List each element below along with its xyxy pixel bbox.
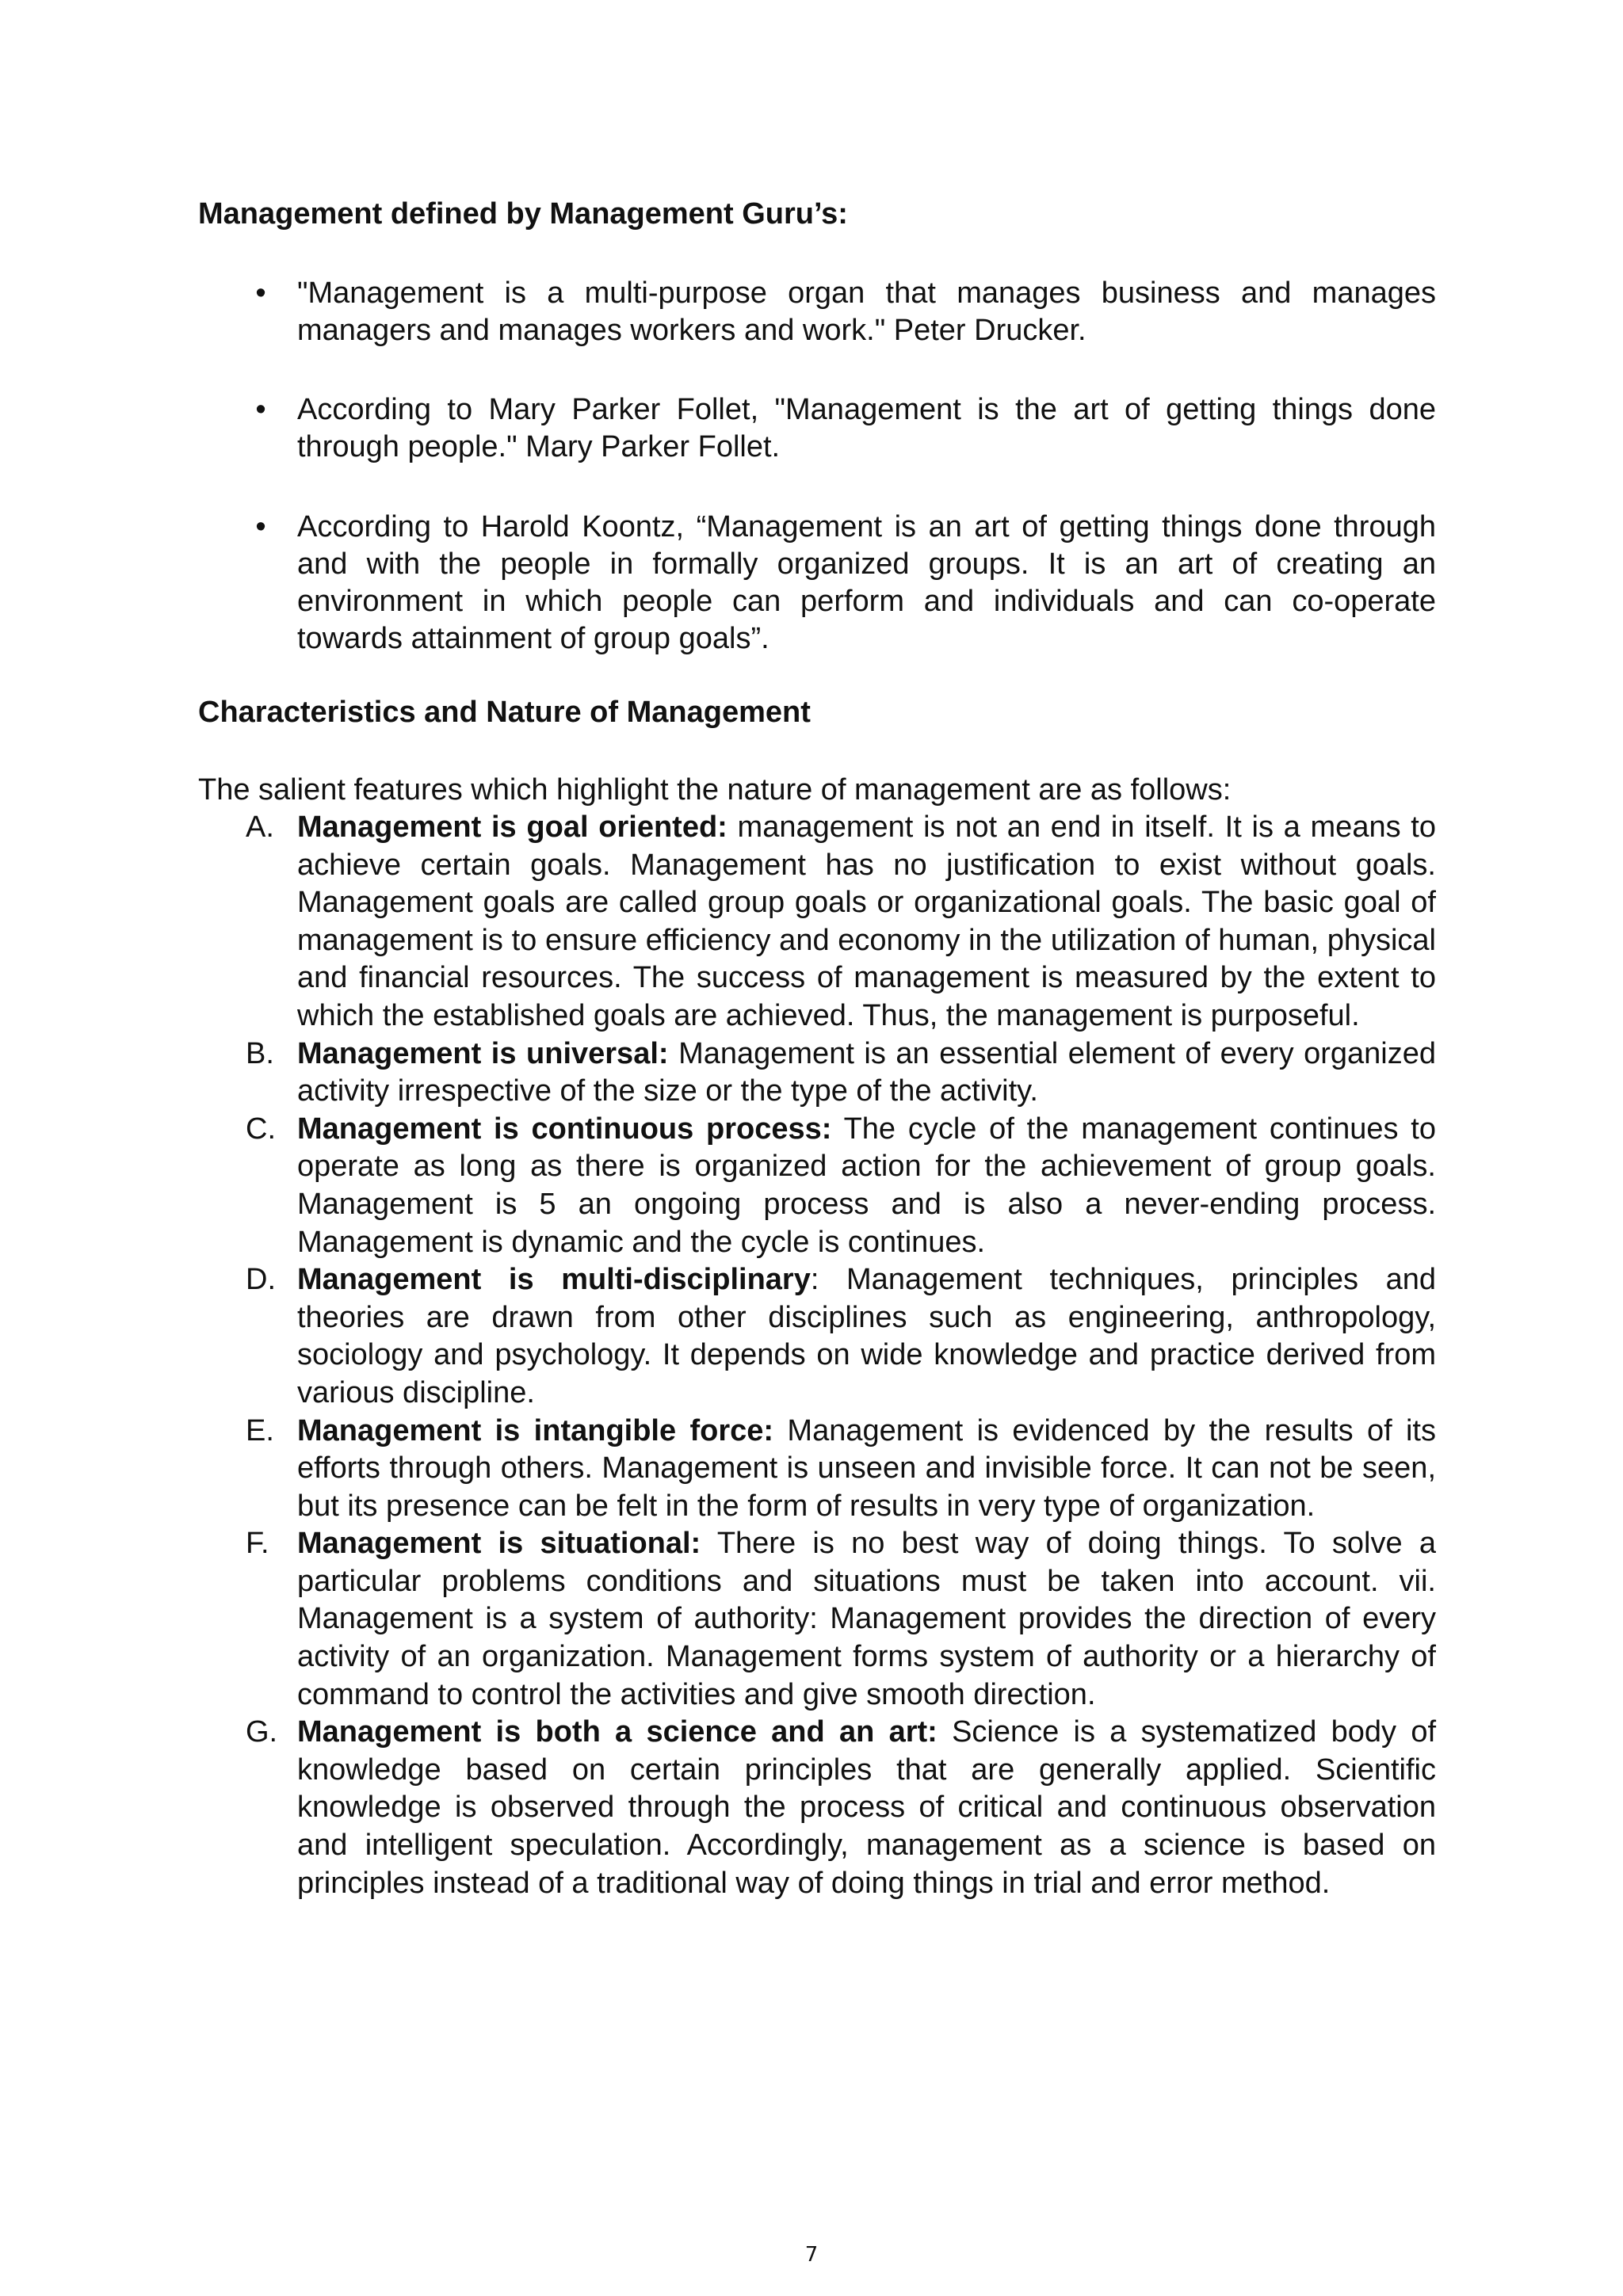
feature-term: Management is multi-disciplinary (297, 1263, 811, 1297)
page-number: 7 (804, 2243, 819, 2267)
feature-item (198, 1413, 1436, 1526)
feature-list (198, 809, 1436, 1902)
feature-text: Management is an essential element of every organized activity irrespective of the size or the type of the activity. (297, 1036, 1437, 1108)
feature-text: There is no best way of doing things. To solve a particular problems conditions and situations must be taken into account. vii. Management is a system of authority: Management provides the direction of every activity of an organization. Management forms system of authority or a hierarchy of command to control the activities and give smooth direction. (297, 1527, 1437, 1711)
feature-item (198, 1525, 1436, 1714)
feature-text: Science is a systematized body of knowledge based on certain principles that are generally applied. Scientific knowledge is observed through the process of critical and continuous observation and intelligent speculation. Accordingly, management as a science is based on principles instead of a traditional way of doing things in trial and error method. (297, 1715, 1437, 1900)
bullet-icon: • (255, 393, 266, 426)
feature-item (198, 1261, 1436, 1412)
feature-item (198, 809, 1436, 1035)
guru-quote-item (198, 391, 1436, 466)
feature-marker: E. (246, 1413, 274, 1447)
feature-text: : Management techniques, principles and theories are drawn from other disciplines such as engineering, anthropology, sociology and psychology. It depends on wide knowledge and practice derived from various discipline. (297, 1263, 1437, 1409)
feature-marker: B. (246, 1036, 274, 1070)
feature-text: Management is evidenced by the results of its efforts through others. Management is unseen and invisible force. It can not be seen, but its presence can be felt in the form of results in very type of organization. (297, 1413, 1436, 1523)
guru-quote-text: According to Harold Koontz, “Management is an art of getting things done through and with the people in formally organized groups. It is an art of creating an environment in which people can perform and individuals and can co-operate towards attainment of group goals”. (297, 510, 1436, 655)
section-heading-nature: Characteristics and Nature of Management (198, 696, 811, 729)
guru-quote-text: "Management is a multi-purpose organ that manages business and manages managers and manages workers and work." Peter Drucker. (297, 277, 1436, 347)
feature-term: Management is situational: (297, 1527, 701, 1561)
feature-term: Management is universal: (297, 1036, 669, 1070)
feature-term: Management is intangible force: (297, 1413, 774, 1447)
bullet-icon: • (255, 277, 266, 310)
section-intro: The salient features which highlight the nature of management are as follows: (198, 773, 1232, 807)
feature-term: Management is goal oriented: (297, 810, 727, 844)
feature-item (198, 1035, 1436, 1111)
feature-marker: D. (246, 1263, 276, 1297)
feature-marker: G. (246, 1715, 278, 1749)
section-heading-guru: Management defined by Management Guru’s: (198, 197, 848, 231)
feature-term: Management is both a science and an art: (297, 1715, 938, 1749)
feature-item (198, 1714, 1436, 1902)
feature-marker: C. (246, 1112, 276, 1146)
feature-text: The cycle of the management continues to operate as long as there is organized action for the achievement of group goals. Management is 5 an ongoing process and is also a never-ending process. Management is dynamic and the cycle is continues. (297, 1112, 1436, 1259)
feature-item (198, 1111, 1436, 1261)
feature-marker: A. (246, 810, 274, 844)
feature-text: management is not an end in itself. It is a means to achieve certain goals. Management has no justification to exist without goals. Management goals are called group goals or organizational goals. The basic goal of management is to ensure efficiency and economy in the utilization of human, physical and financial resources. The success of management is measured by the extent to which the established goals are achieved. Thus, the management is purposeful. (297, 810, 1437, 1032)
guru-quote-item (198, 509, 1436, 658)
bullet-icon: • (255, 510, 266, 543)
guru-quote-item (198, 275, 1436, 349)
feature-marker: F. (246, 1527, 269, 1561)
guru-quote-text: According to Mary Parker Follet, "Management is the art of getting things done through people." Mary Parker Follet. (297, 393, 1436, 463)
feature-term: Management is continuous process: (297, 1112, 832, 1146)
